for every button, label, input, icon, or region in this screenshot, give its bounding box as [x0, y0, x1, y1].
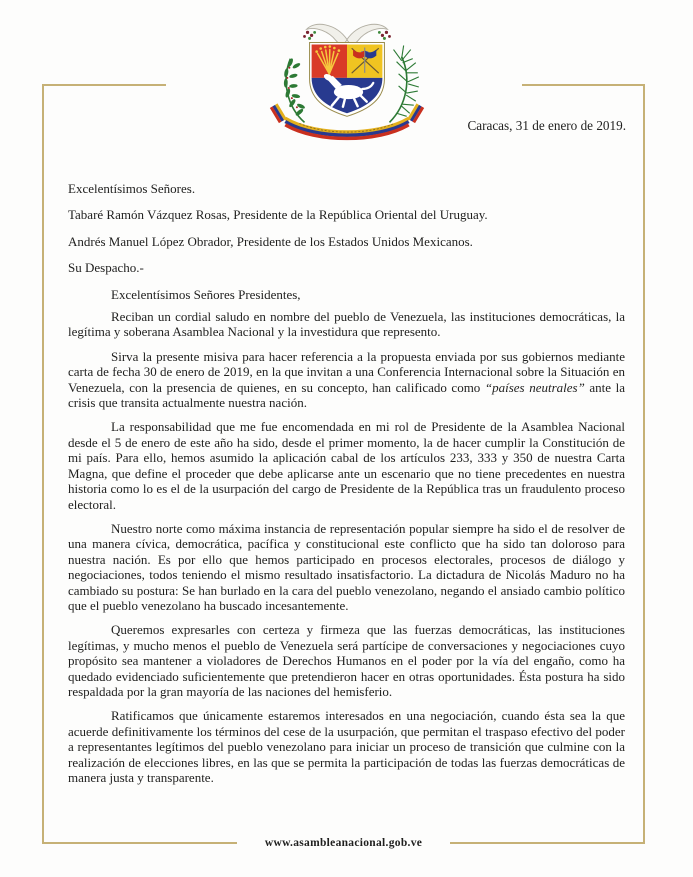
- footer-rule-left: [42, 842, 237, 844]
- paragraph-greeting: Reciban un cordial saludo en nombre del pueblo de Venezuela, las instituciones democráticas, la legítima y soberana Asamblea Nacional y la investidura que represento.: [68, 309, 625, 340]
- recipient-despacho: Su Despacho.-: [68, 260, 144, 276]
- paises-neutrales-emphasis: “países neutrales”: [484, 379, 585, 395]
- frame-border-right: [643, 85, 645, 843]
- paragraph-negotiation: Ratificamos que únicamente estaremos interesados en una negociación, cuando ésta sea la que acuerde definitivamente los términos del cese de la usurpación, que permitan el traspaso efectivo del poder a representantes legítimos del pueblo venezolano para iniciar un proceso de transición que culmine con la realización de elecciones libres, en las que se permita la participación de todas las fuerzas democráticas de manera justa y transparente.: [68, 708, 625, 785]
- laurel-branch: [283, 58, 305, 123]
- conference-text-post: ante la crisis que transita actualmente nuestra nación.: [68, 379, 625, 411]
- salutation: Excelentísimos Señores Presidentes,: [111, 286, 301, 302]
- conference-text-pre: Sirva la presente misiva para hacer referencia a la propuesta enviada por sus gobiernos mediante carta de fecha 30 de enero de 2019, en la que invitan a una Conferencia Internacional sobre la Situación en Venezuela, con la presencia de quienes, en su concepto, han calificado como: [68, 348, 625, 395]
- frame-border-left: [42, 85, 44, 843]
- recipient-honorific: Excelentísimos Señores.: [68, 181, 196, 196]
- paragraph-conference: [68, 349, 625, 411]
- date-line: Caracas, 31 de enero de 2019.: [467, 118, 626, 133]
- footer-rule-right: [450, 842, 645, 844]
- recipient-uruguay: Tabaré Ramón Vázquez Rosas, Presidente de la República Oriental del Uruguay.: [68, 207, 488, 223]
- paragraph-responsibility: La responsabilidad que me fue encomendada en mi rol de Presidente de la Asamblea Nacional desde el 5 de enero de este año ha sido, desde el primer momento, la de hacer cumplir la Constitución de mi país. Para ello, hemos asumido la aplicación cabal de los artículos 233, 333 y 350 de nuestra Carta Magna, que define el proceder que debe aplicarse ante un escenario que no tiene precedentes en nuestra historia como lo es el de la usurpación del cargo de Presidente de la República tras un fraudulento proceso electoral.: [68, 419, 625, 512]
- paragraph-position: Queremos expresarles con certeza y firmeza que las fuerzas democráticas, las instituciones legítimas, y mucho menos el pueblo de Venezuela será partícipe de conversaciones y negociaciones cuyo propósito sea mantener a violadores de Derechos Humanos en el poder por la vía del engaño, como ha quedado evidenciado suficientemente que pretendieron hacer en otras oportunidades. Ésta postura ha sido respaldada por la gran mayoría de las naciones del hemisferio.: [68, 622, 625, 699]
- page-footer: [42, 835, 645, 851]
- frame-top-right-segment: [522, 84, 645, 86]
- letter-body: [68, 181, 625, 794]
- venezuela-coat-of-arms-icon: [259, 18, 435, 160]
- footer-url: www.asambleanacional.gob.ve: [264, 837, 423, 849]
- paragraph-principles: Nuestro norte como máxima instancia de representación popular siempre ha sido el de resolver de una manera cívica, democrática, pacífica y constitucional este conflicto que ha sido tan doloroso para nuestra nación. Es por ello que hemos participado en procesos electorales, procesos de diálogo y negociaciones, todos teniendo el mismo resultado insatisfactorio. La dictadura de Nicolás Maduro no ha cambiado su postura: Se han burlado en la cara del pueblo venezolano, negando el ansiado cambio político que el pueblo venezolano ha buscado incesantemente.: [68, 520, 625, 613]
- frame-top-left-segment: [42, 84, 166, 86]
- recipient-mexico: Andrés Manuel López Obrador, Presidente de los Estados Unidos Mexicanos.: [68, 233, 473, 249]
- cornucopias: [303, 24, 391, 44]
